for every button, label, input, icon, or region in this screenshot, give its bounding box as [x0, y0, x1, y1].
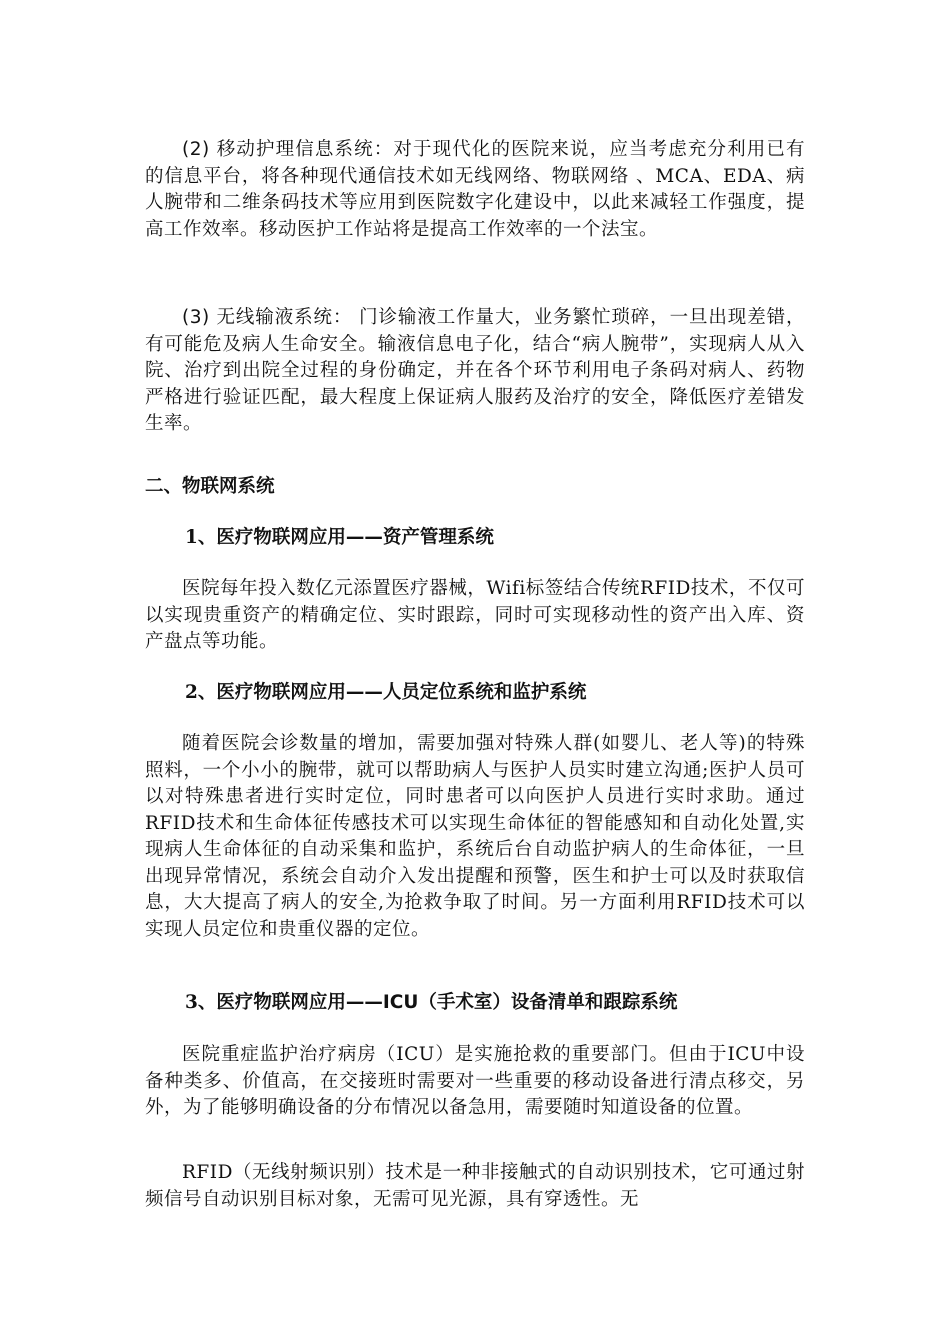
paragraph-rfid: RFID（无线射频识别）技术是一种非接触式的自动识别技术，它可通过射频信号自动识别目标对象，无需可见光源，具有穿透性。无	[145, 1162, 805, 1210]
section-heading-iot: 二、物联网系统	[145, 476, 275, 497]
subheading-number: 3、	[185, 992, 217, 1013]
subheading-icu-tracking	[185, 990, 805, 1016]
paragraph-icu-tracking: 医院重症监护治疗病房（ICU）是实施抢救的重要部门。但由于ICU中设备种类多、价值高，在交接班时需要对一些重要的移动设备进行清点移交，另外，为了能够明确设备的分布情况以备急用，需要随时知道设备的位置。	[145, 1044, 805, 1118]
paragraph-lead: (2) 移动护理信息系统：	[182, 139, 394, 160]
paragraph-body: 对于现代化的医院来说，应当考虑充分利用已有的信息平台，将各种现代通信技术如无线网络、物联网络 、MCA、EDA、病人腕带和二维条码技术等应用到医院数字化建设中，以此来减轻工作强度，提高工作效率。移动医护工作站将是提高工作效率的一个法宝。	[145, 139, 805, 240]
paragraph-wireless-infusion	[145, 305, 805, 438]
subheading-title: 医疗物联网应用——ICU（手术室）设备清单和跟踪系统	[216, 992, 678, 1013]
paragraph-body: 门诊输液工作量大，业务繁忙琐碎，一旦出现差错，有可能危及病人生命安全。输液信息电子化，结合“病人腕带”，实现病人从入院、治疗到出院全过程的身份确定，并在各个环节利用电子条码对病人、药物严格进行验证匹配，最大程度上保证病人服药及治疗的安全，降低医疗差错发生率。	[145, 307, 805, 434]
paragraph-asset-management: 医院每年投入数亿元添置医疗器械，Wifi标签结合传统RFID技术，不仅可以实现贵重资产的精确定位、实时跟踪，同时可实现移动性的资产出入库、资产盘点等功能。	[145, 578, 805, 652]
subheading-title: 医疗物联网应用——资产管理系统	[216, 527, 494, 548]
subheading-title: 医疗物联网应用——人员定位系统和监护系统	[216, 682, 587, 703]
subheading-number: 2、	[185, 682, 217, 703]
subheading-number: 1、	[185, 527, 217, 548]
paragraph-lead: (3) 无线输液系统：	[182, 307, 353, 328]
subheading-personnel-location	[185, 680, 805, 706]
paragraph-personnel-location: 随着医院会诊数量的增加，需要加强对特殊人群(如婴儿、老人等)的特殊照料，一个小小的腕带，就可以帮助病人与医护人员实时建立沟通;医护人员可以对特殊患者进行实时定位，同时患者可以向医护人员进行实时求助。通过RFID技术和生命体征传感技术可以实现生命体征的智能感知和自动化处置,实现病人生命体征的自动采集和监护，系统后台自动监护病人的生命体征，一旦出现异常情况，系统会自动介入发出提醒和预警，医生和护士可以及时获取信息，大大提高了病人的安全,为抢救争取了时间。另一方面利用RFID技术可以实现人员定位和贵重仪器的定位。	[145, 733, 805, 940]
paragraph-mobile-nursing	[145, 137, 805, 243]
subheading-asset-management	[185, 525, 805, 551]
